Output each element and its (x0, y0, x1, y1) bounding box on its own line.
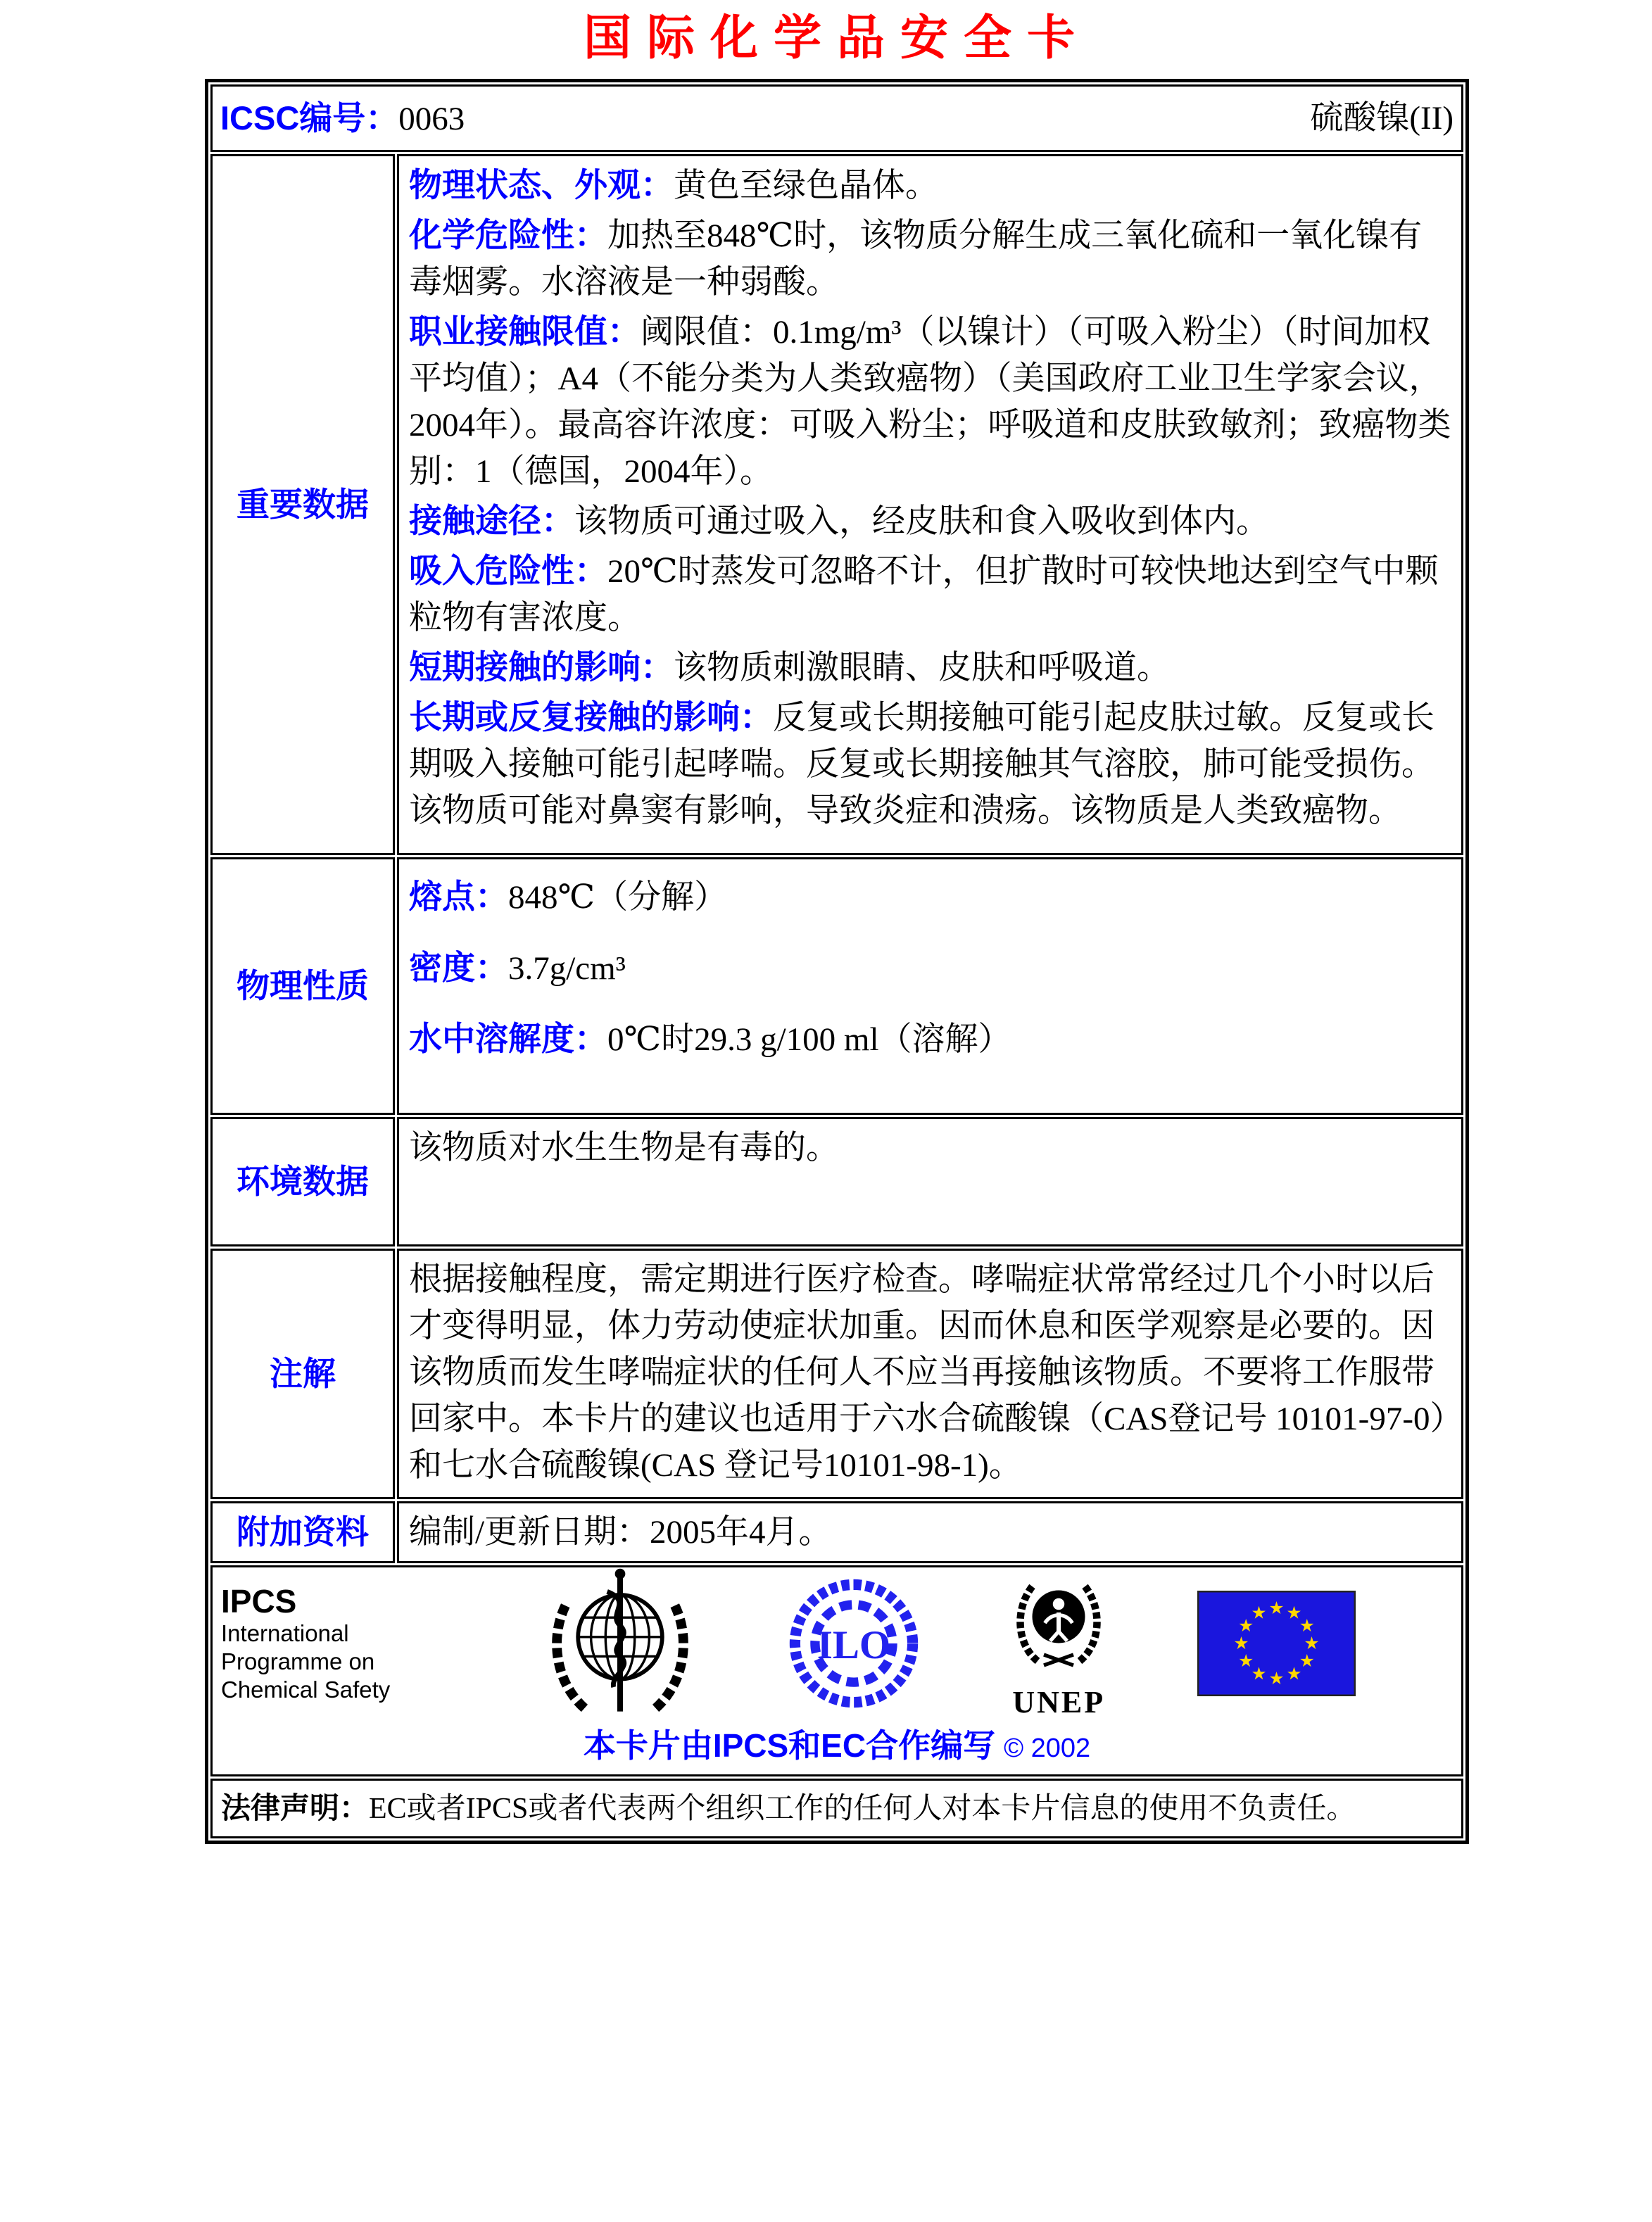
field-exposure-routes (409, 498, 1451, 545)
unep-label: UNEP (1012, 1685, 1106, 1719)
who-logo-icon (539, 1563, 701, 1724)
field-text: 3.7g/cm³ (508, 950, 626, 987)
icsc-number-label: ICSC编号： (220, 99, 399, 137)
field-label: 接触途径： (409, 502, 574, 539)
header-row (210, 84, 1463, 152)
legal-row (210, 1779, 1463, 1838)
logos-row (210, 1565, 1463, 1776)
field-text: 20℃时蒸发可忽略不计，但扩散时可较快地达到空气中颗粒物有害浓度。 (409, 553, 1439, 636)
icsc-number-value: 0063 (398, 100, 465, 137)
field-text: 0℃时29.3 g/100 ml（溶解） (607, 1021, 1011, 1058)
field-text: 黄色至绿色晶体。 (674, 168, 938, 204)
chemical-name: 硫酸镍(II) (1310, 100, 1454, 137)
notes-row (210, 1249, 1463, 1499)
cooperation-caption (213, 1722, 1461, 1772)
section-label-additional-info: 附加资料 (210, 1501, 395, 1563)
eu-flag-icon (1197, 1590, 1356, 1697)
ipcs-acronym: IPCS (221, 1583, 297, 1620)
environmental-data-row (210, 1117, 1463, 1246)
ipcs-line-2: Programme on (221, 1648, 375, 1674)
legal-label: 法律声明： (221, 1791, 370, 1824)
field-label: 熔点： (409, 878, 508, 915)
header-cell (210, 84, 1463, 152)
field-label: 职业接触限值： (409, 313, 641, 350)
field-label: 短期接触的影响： (409, 648, 674, 686)
logos-cell (210, 1565, 1463, 1776)
field-density (409, 945, 1451, 992)
legal-text: EC或者IPCS或者代表两个组织工作的任何人对本卡片信息的使用不负责任。 (369, 1793, 1356, 1825)
additional-info-row (210, 1501, 1463, 1563)
field-text: 848℃（分解） (508, 879, 728, 916)
field-physical-state (409, 162, 1451, 209)
field-chemical-danger (409, 212, 1451, 305)
field-label: 吸入危险性： (409, 552, 607, 589)
physical-properties-row (210, 857, 1463, 1115)
section-content-important-data (397, 154, 1463, 855)
ilo-letters: ILO (816, 1622, 890, 1667)
field-text: 该物质可通过吸入，经皮肤和食入吸收到体内。 (574, 503, 1269, 540)
field-text: 阈限值：0.1mg/m³（以镍计）（可吸入粉尘）（时间加权平均值）；A4（不能分类为人类致癌物）（美国政府工业卫生学家会议，2004年）。最高容许浓度：可吸入粉尘；呼吸道和皮肤致敏剂；致癌物类别：1（德国，2004年）。 (409, 314, 1451, 490)
section-content-additional-info (397, 1501, 1463, 1563)
section-content-physical-properties (397, 857, 1463, 1115)
legal-cell (210, 1779, 1463, 1838)
additional-info-text: 编制/更新日期：2005年4月。 (409, 1514, 832, 1551)
unep-logo-icon (1006, 1568, 1111, 1674)
caption-copyright: © 2002 (1004, 1734, 1091, 1763)
page-title: 国际化学品安全卡 (583, 11, 1090, 65)
ilo-logo-icon (787, 1577, 921, 1710)
field-occupational-limits (409, 308, 1451, 495)
section-label-environmental-data: 环境数据 (210, 1117, 395, 1246)
field-short-term-effects (409, 644, 1451, 691)
field-text: 加热至848℃时，该物质分解生成三氧化硫和一氧化镍有毒烟雾。水溶液是一种弱酸。 (409, 217, 1423, 301)
environmental-text: 该物质对水生生物是有毒的。 (409, 1130, 839, 1166)
caption-main: 本卡片由IPCS和EC合作编写 (583, 1727, 996, 1764)
section-label-notes: 注解 (210, 1249, 395, 1499)
field-inhalation-risk (409, 548, 1451, 641)
ipcs-text-block (221, 1583, 453, 1704)
section-content-environmental-data (397, 1117, 1463, 1246)
field-melting-point (409, 873, 1451, 921)
important-data-row (210, 154, 1463, 855)
unep-logo-block (1006, 1568, 1111, 1719)
section-content-notes (397, 1249, 1463, 1499)
field-long-term-effects (409, 694, 1451, 834)
field-label: 水中溶解度： (409, 1020, 607, 1057)
ipcs-line-3: Chemical Safety (221, 1677, 391, 1703)
icsc-number-group (220, 95, 465, 142)
field-label: 长期或反复接触的影响： (409, 698, 773, 736)
ipcs-line-1: International (221, 1620, 349, 1646)
section-label-important-data: 重要数据 (210, 154, 395, 855)
logo-band (213, 1574, 1461, 1719)
field-water-solubility (409, 1016, 1451, 1063)
section-label-physical-properties: 物理性质 (210, 857, 395, 1115)
field-label: 化学危险性： (409, 216, 607, 253)
field-text: 该物质刺激眼睛、皮肤和呼吸道。 (674, 650, 1170, 686)
field-text: 反复或长期接触可能引起皮肤过敏。反复或长期吸入接触可能引起哮喘。反复或长期接触其气溶胶，肺可能受损伤。该物质可能对鼻窦有影响，导致炎症和溃疡。该物质是人类致癌物。 (409, 700, 1435, 829)
notes-text: 根据接触程度，需定期进行医疗检查。哮喘症状常常经过几个小时以后才变得明显，体力劳动使症状加重。因而休息和医学观察是必要的。因该物质而发生哮喘症状的任何人不应当再接触该物质。不要将工作服带回家中。本卡片的建议也适用于六水合硫酸镍（CAS登记号 10101-97-0）和七水合硫酸镍(CAS 登记号10101-98-1)。 (409, 1261, 1446, 1484)
field-label: 物理状态、外观： (409, 166, 674, 203)
field-label: 密度： (409, 949, 508, 986)
icsc-card-table (205, 79, 1469, 1844)
